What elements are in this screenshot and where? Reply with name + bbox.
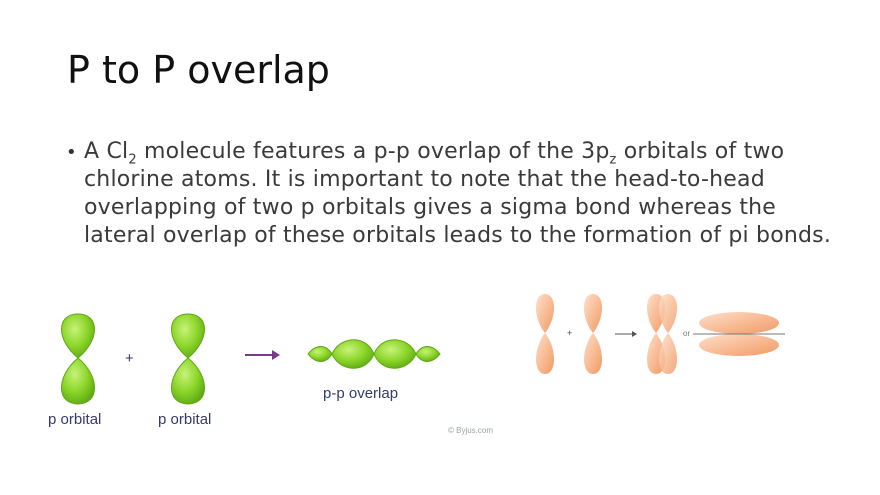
bullet-subscript-2: 2 xyxy=(128,152,137,168)
orbital-b-icon xyxy=(584,294,602,374)
p-p-overlap-label: p-p overlap xyxy=(323,385,399,402)
bullet-dot: • xyxy=(66,142,77,163)
p-orbital-left-label: p orbital xyxy=(48,411,102,428)
pi-bond-icon xyxy=(693,312,785,356)
orbital-overlap-diagram xyxy=(525,288,800,380)
bullet-text-part2: molecule features a p-p overlap of the 3p xyxy=(136,139,610,164)
or-text: or xyxy=(683,329,691,338)
pi-overlap-icon xyxy=(647,294,677,374)
arrow-right-icon-orange xyxy=(615,331,637,337)
p-orbital-right-label: p orbital xyxy=(158,411,212,428)
orbital-a-icon xyxy=(536,294,554,374)
p-orbital-left-icon xyxy=(62,314,95,404)
plus-sign: + xyxy=(125,350,134,367)
bullet-text-part3: orbitals of two chlorine atoms. It is important to note that the head-to-head overlapping of two p orbitals gives a sigma bond whereas the lateral overlap of these orbitals leads to the formation of pi bonds. xyxy=(84,139,832,248)
p-orbital-right-icon xyxy=(172,314,205,404)
p-p-overlap-icon xyxy=(308,340,440,369)
slide-title: P to P overlap xyxy=(67,48,330,92)
bullet-subscript-z: z xyxy=(609,152,617,168)
bullet-text xyxy=(84,138,836,250)
bullet-list xyxy=(66,138,836,250)
bullet-text-part1: A Cl xyxy=(84,139,129,164)
arrow-right-icon xyxy=(245,350,280,360)
plus-sign-orange: + xyxy=(567,328,573,338)
p-orbital-diagram xyxy=(40,300,510,440)
credit-text: © Byjus.com xyxy=(448,426,494,435)
